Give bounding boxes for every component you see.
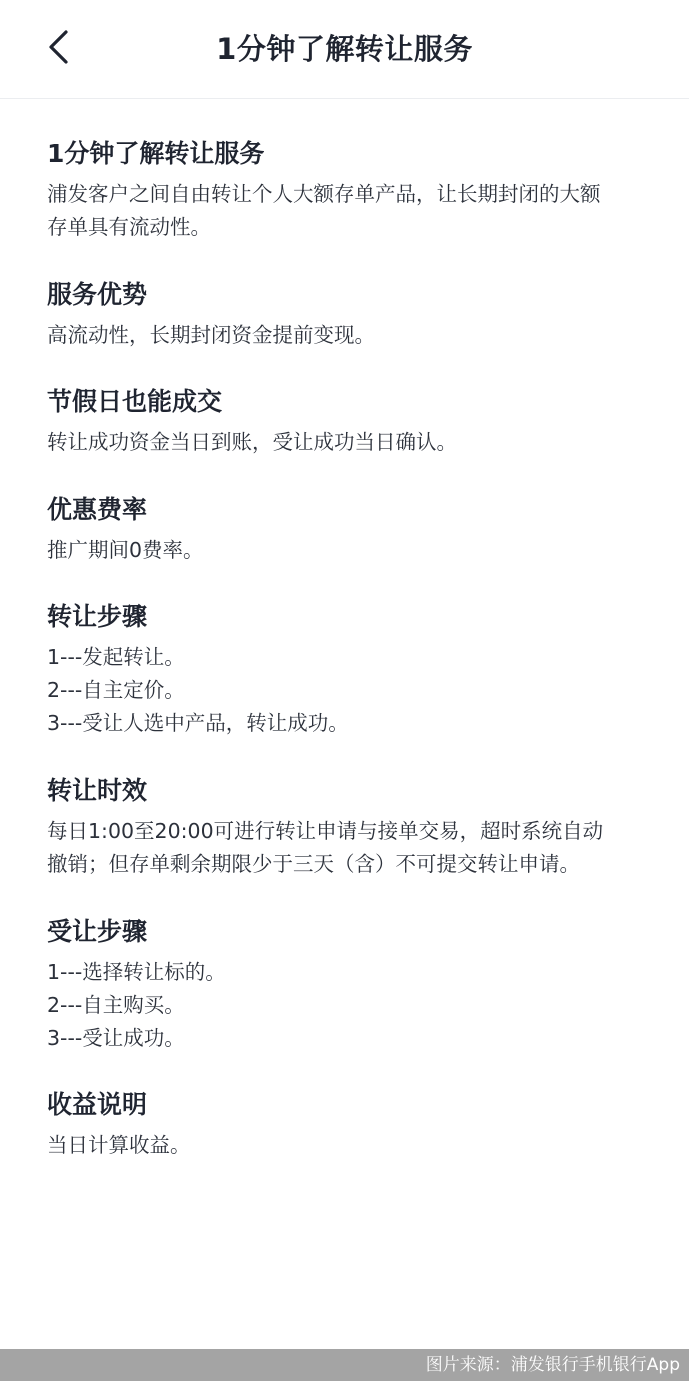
section-title: 服务优势 [47,280,148,309]
section-title: 优惠费率 [47,495,148,524]
section-fee-rate [47,492,657,567]
section-title: 节假日也能成交 [47,387,223,416]
section-text: 每日1:00至20:00可进行转让申请与接单交易，超时系统自动 [47,819,604,843]
source-caption-bar [0,1349,689,1381]
section-text: 撤销；但存单剩余期限少于三天（含）不可提交转让申请。 [47,852,580,876]
section-text: 存单具有流动性。 [47,215,211,239]
section-holiday [47,384,657,459]
section-title: 转让步骤 [47,602,148,631]
page-title: 1分钟了解转让服务 [216,32,473,66]
section-text: 转让成功资金当日到账，受让成功当日确认。 [47,430,457,454]
section-transfer-time [47,773,657,881]
section-title: 受让步骤 [47,917,148,946]
section-transfer-steps [47,599,657,740]
section-text: 2---自主定价。 [47,678,185,702]
section-text: 3---受让成功。 [47,1026,185,1050]
section-text: 浦发客户之间自由转让个人大额存单产品，让长期封闭的大额 [47,182,601,206]
section-text: 3---受让人选中产品，转让成功。 [47,711,349,735]
section-accept-steps [47,914,657,1055]
section-title: 转让时效 [47,776,148,805]
section-title: 1分钟了解转让服务 [47,139,265,168]
section-intro [47,136,657,244]
source-caption: 图片来源：浦发银行手机银行App [425,1355,680,1375]
section-text: 当日计算收益。 [47,1133,191,1157]
section-text: 1---选择转让标的。 [47,960,226,984]
section-text: 高流动性，长期封闭资金提前变现。 [47,323,375,347]
section-text: 推广期间0费率。 [47,538,204,562]
top-bar [0,0,689,99]
section-advantages [47,277,657,352]
section-text: 2---自主购买。 [47,993,185,1017]
section-title: 收益说明 [47,1090,148,1119]
section-text: 1---发起转让。 [47,645,185,669]
section-earnings [47,1087,657,1162]
